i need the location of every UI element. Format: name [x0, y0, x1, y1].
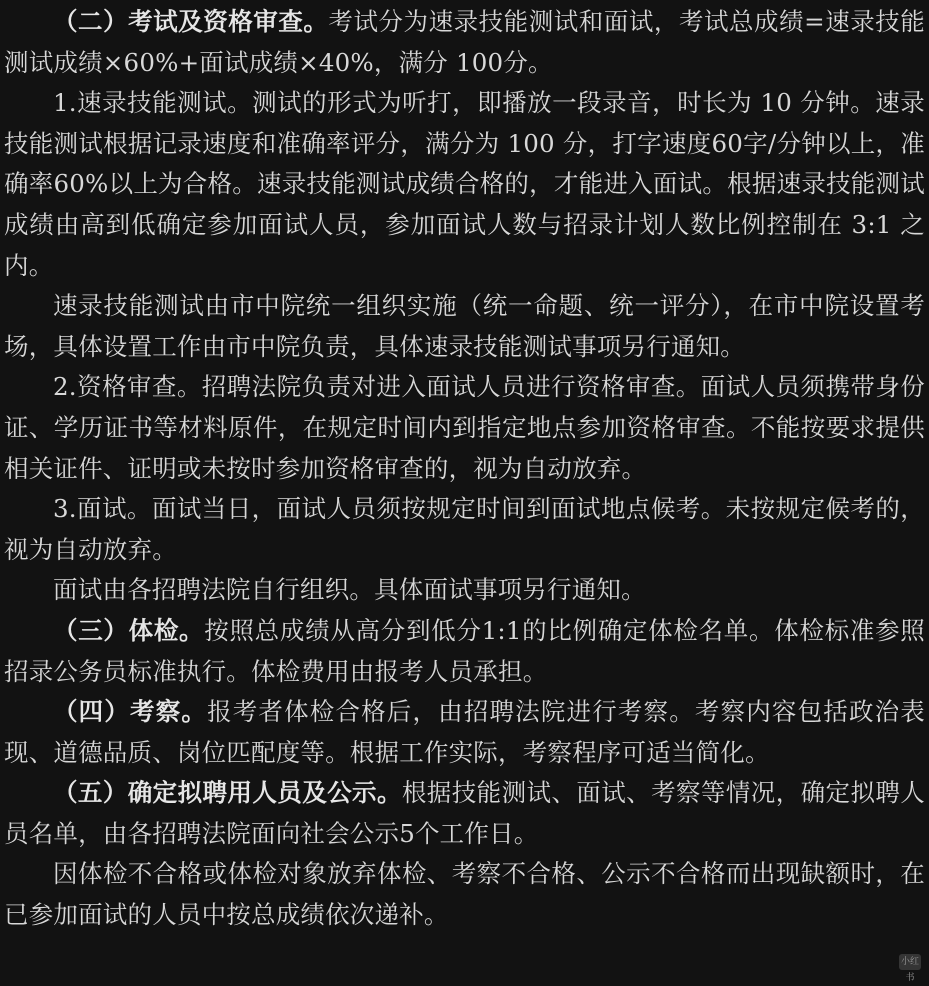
- paragraph-text: 速录技能测试由市中院统一组织实施（统一命题、统一评分），在市中院设置考场，具体设置工作由市中院负责，具体速录技能测试事项另行通知。: [4, 291, 925, 361]
- paragraph-typing-test-organization: [4, 286, 925, 367]
- section-heading: （五）确定拟聘用人员及公示。: [53, 778, 402, 808]
- paragraph-text: 按照总成绩从高分到低分1:1的比例确定体检名单。体检标准参照招录公务员标准执行。体检费用由报考人员承担。: [4, 615, 925, 686]
- paragraph-text: 因体检不合格或体检对象放弃体检、考察不合格、公示不合格而出现缺额时，在已参加面试的人员中按总成绩依次递补。: [4, 859, 925, 930]
- paragraph-exam-and-review: [4, 2, 925, 83]
- paragraph-publicity: [4, 773, 925, 854]
- watermark-logo: 小红书: [899, 954, 921, 970]
- paragraph-interview: [4, 489, 925, 570]
- paragraph-typing-test: [4, 83, 925, 286]
- paragraph-text: 面试由各招聘法院自行组织。具体面试事项另行通知。: [53, 575, 646, 605]
- paragraph-text: 3.面试。面试当日，面试人员须按规定时间到面试地点候考。未按规定候考的，视为自动放弃。: [4, 494, 925, 564]
- paragraph-text: 报考者体检合格后，由招聘法院进行考察。考察内容包括政治表现、道德品质、岗位匹配度等。根据工作实际，考察程序可适当简化。: [4, 697, 925, 767]
- paragraph-inspection: [4, 692, 925, 773]
- paragraph-vacancy-filling: [4, 854, 925, 935]
- paragraph-physical-exam: [4, 611, 925, 692]
- section-heading: （二）考试及资格审查。: [53, 7, 329, 36]
- paragraph-text: 2.资格审查。招聘法院负责对进入面试人员进行资格审查。面试人员须携带身份证、学历证书等材料原件，在规定时间内到指定地点参加资格审查。不能按要求提供相关证件、证明或未按时参加资格审查的，视为自动放弃。: [4, 372, 925, 483]
- section-heading: （三）体检。: [53, 615, 205, 645]
- paragraph-text: 根据技能测试、面试、考察等情况，确定拟聘人员名单，由各招聘法院面向社会公示5个工作日。: [4, 778, 925, 848]
- paragraph-interview-organization: [4, 570, 925, 611]
- paragraph-qualification-review: [4, 367, 925, 489]
- paragraph-text: 1.速录技能测试。测试的形式为听打，即播放一段录音，时长为 10 分钟。速录技能测试根据记录速度和准确率评分，满分为 100 分，打字速度60字/分钟以上，准确率60%以上为合格。速录技能测试成绩合格的，才能进入面试。根据速录技能测试成绩由高到低确定参加面试人员，参加面试人数与招录计划人数比例控制在 3:1 之内。: [4, 88, 925, 280]
- paragraph-text: 考试分为速录技能测试和面试，考试总成绩=速录技能测试成绩×60%+面试成绩×40%，满分 100分。: [4, 7, 926, 77]
- section-heading: （四）考察。: [53, 697, 208, 727]
